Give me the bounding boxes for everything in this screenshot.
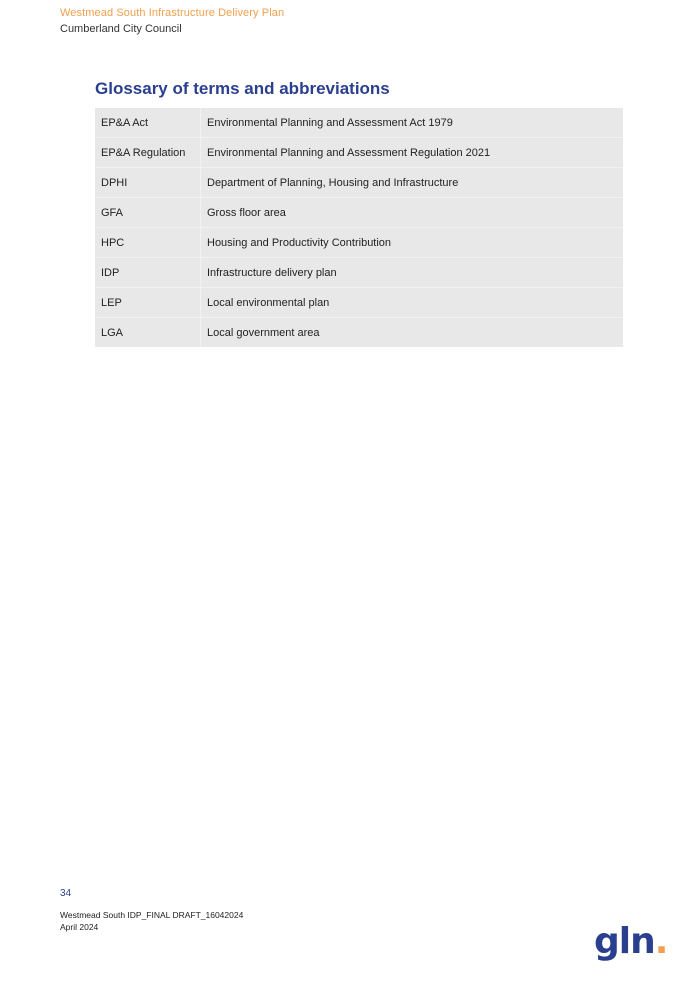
gln-logo	[594, 922, 667, 962]
table-row	[95, 258, 623, 288]
glossary-term: DPHI	[95, 168, 201, 198]
page-title: Glossary of terms and abbreviations	[95, 79, 390, 98]
glossary-term: LGA	[95, 318, 201, 348]
glossary-definition: Local environmental plan	[201, 288, 624, 318]
logo-dot: .	[654, 921, 668, 962]
table-row	[95, 318, 623, 348]
glossary-term: GFA	[95, 198, 201, 228]
footer-document-info	[60, 909, 243, 933]
logo-text: gln	[594, 921, 655, 962]
table-row	[95, 198, 623, 228]
table-row	[95, 228, 623, 258]
glossary-term: HPC	[95, 228, 201, 258]
header-council-name: Cumberland City Council	[60, 23, 182, 35]
glossary-term: IDP	[95, 258, 201, 288]
footer-document-ref: Westmead South IDP_FINAL DRAFT_16042024	[60, 910, 244, 920]
table-row	[95, 138, 623, 168]
glossary-definition: Environmental Planning and Assessment Act 1979	[201, 108, 624, 138]
glossary-definition: Department of Planning, Housing and Infrastructure	[201, 168, 624, 198]
glossary-definition: Housing and Productivity Contribution	[201, 228, 624, 258]
table-row	[95, 288, 623, 318]
glossary-term: EP&A Regulation	[95, 138, 201, 168]
glossary-definition: Local government area	[207, 326, 320, 339]
footer-date: April 2024	[60, 922, 99, 932]
table-row	[95, 108, 623, 138]
glossary-term: LEP	[95, 288, 201, 318]
glossary-definition: Environmental Planning and Assessment Regulation 2021	[201, 138, 624, 168]
glossary-definition: Gross floor area	[201, 198, 624, 228]
header-document-title: Westmead South Infrastructure Delivery Plan	[60, 7, 285, 19]
page-number: 34	[60, 888, 72, 899]
glossary-table	[95, 108, 623, 347]
glossary-term: EP&A Act	[95, 108, 201, 138]
glossary-definition: Infrastructure delivery plan	[201, 258, 624, 288]
table-row	[95, 168, 623, 198]
